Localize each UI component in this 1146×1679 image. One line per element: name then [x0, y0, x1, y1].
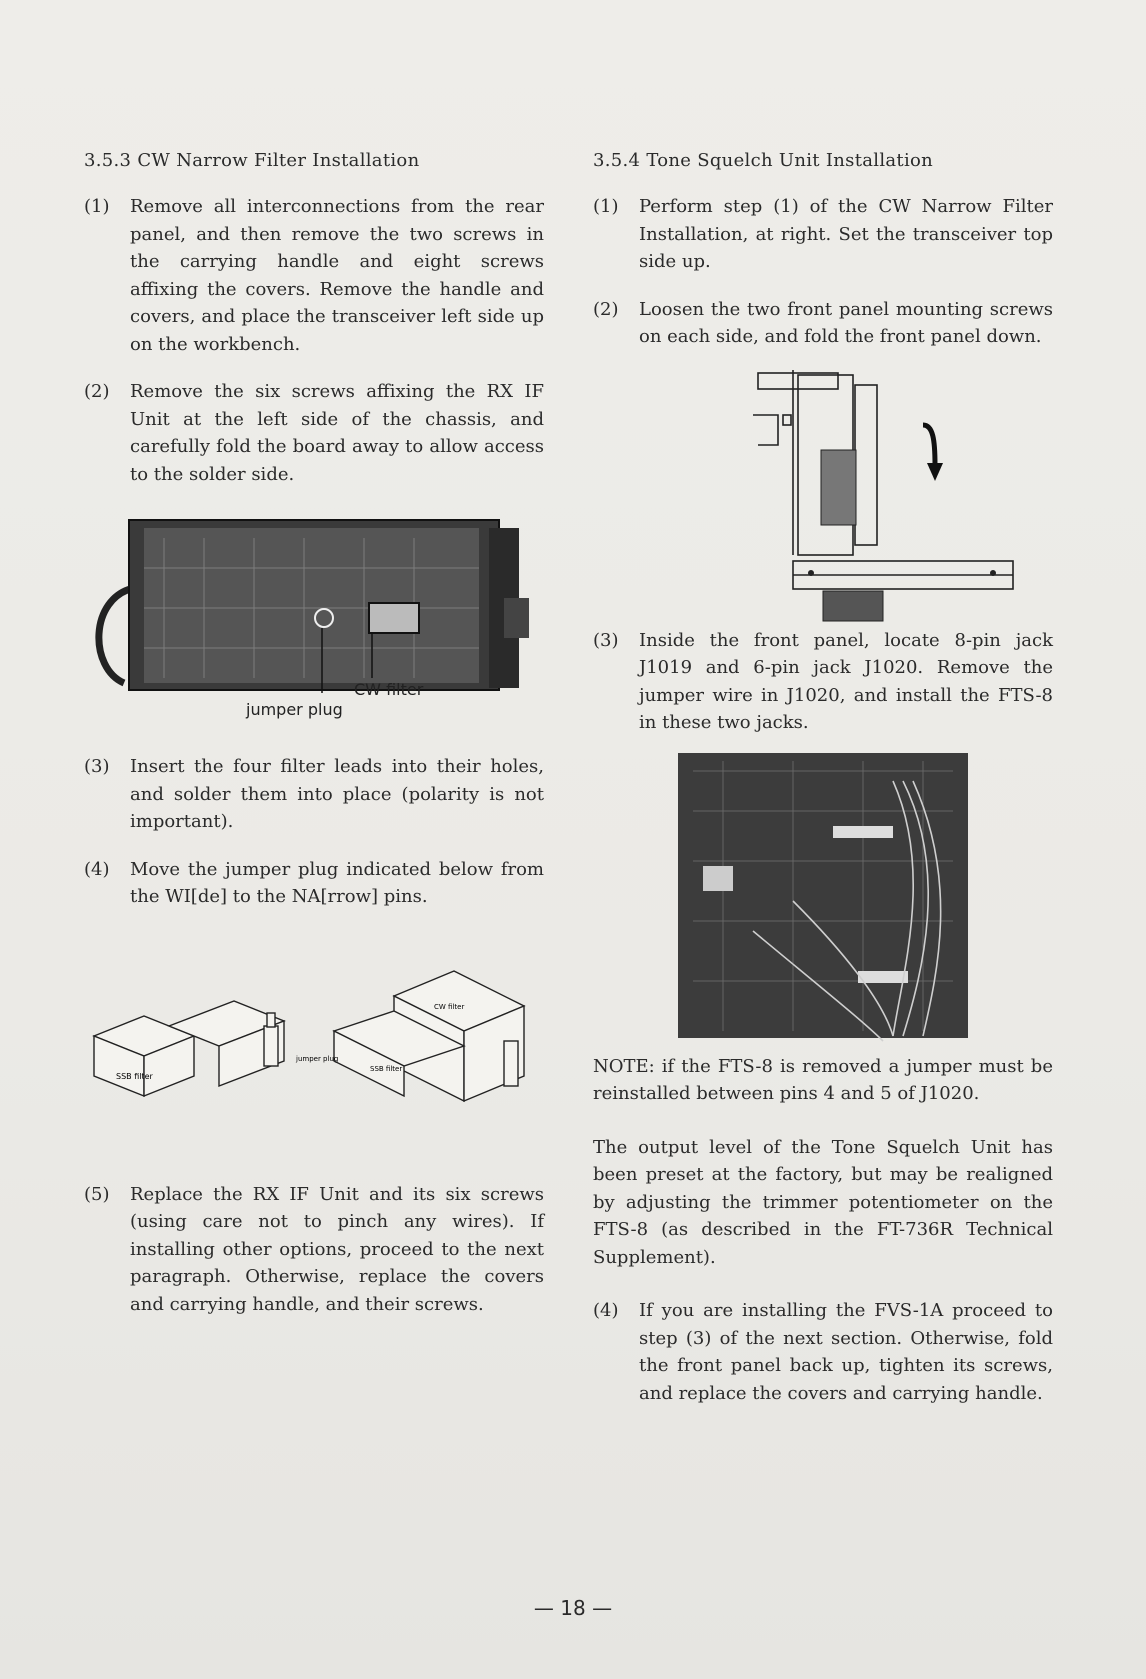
step-5 — [84, 1181, 544, 1319]
step-number: (2) — [593, 298, 619, 320]
step-text: Move the jumper plug indicated below from the WI[de] to the NA[rrow] pins. — [130, 858, 544, 907]
jumper-plug-caption: jumper plug — [246, 700, 343, 719]
front-panel-diagram-figure — [593, 365, 1053, 627]
filter-diagram-figure — [84, 931, 544, 1181]
ssb-filter-label-left: SSB filter — [116, 1071, 153, 1081]
ts-step-4 — [593, 1297, 1053, 1407]
front-panel-diagram — [593, 365, 1053, 627]
right-column — [593, 150, 1053, 1427]
ts-step-2 — [593, 296, 1053, 351]
output-level-paragraph: The output level of the Tone Squelch Unit has been preset at the factory, but may be realigned by adjusting the trimmer potentiometer on the FTS-8 (as described in the FT-736R Technical Supplement). — [593, 1136, 1053, 1268]
step-number: (1) — [593, 196, 619, 217]
section-heading-tone-squelch: 3.5.4 Tone Squelch Unit Installation — [593, 150, 934, 171]
note-jumper: NOTE: if the FTS-8 is removed a jumper must be reinstalled between pins 4 and 5 of J1020. — [593, 1055, 1053, 1104]
step-3 — [84, 753, 544, 836]
fts8-board-photo-figure — [593, 751, 1053, 1053]
filter-diagram — [84, 931, 544, 1181]
page-number: — 18 — — [533, 1596, 613, 1620]
ts-step-3 — [593, 627, 1053, 737]
step-text: Loosen the two front panel mounting screws on each side, and fold the front panel down. — [639, 298, 1053, 347]
left-column — [84, 150, 544, 1338]
step-number: (3) — [84, 756, 110, 777]
step-number: (3) — [593, 629, 619, 651]
step-text: Perform step (1) of the CW Narrow Filter Installation, at right. Set the transceiver top side up. — [639, 196, 1053, 272]
step-2 — [84, 378, 544, 488]
ts-step-1 — [593, 193, 1053, 276]
cw-filter-caption: CW filter — [354, 680, 424, 699]
step-number: (4) — [84, 858, 110, 880]
fts8-board-photo — [593, 751, 1053, 1053]
step-4 — [84, 856, 544, 911]
jumper-plug-label: jumper plug — [296, 1054, 339, 1063]
step-text: Inside the front panel, locate 8-pin jack J1019 and 6-pin jack J1020. Remove the jumper wire in J1020, and install the FTS-8 in these two jacks. — [639, 629, 1053, 733]
step-1 — [84, 193, 544, 358]
section-heading-cw-filter: 3.5.3 CW Narrow Filter Installation — [84, 150, 420, 171]
ssb-filter-label-right: SSB filter — [370, 1064, 403, 1073]
step-text: Remove the six screws affixing the RX IF Unit at the left side of the chassis, and carefully fold the board away to allow access to the solder side. — [130, 381, 544, 485]
rx-if-unit-photo-figure — [84, 508, 544, 753]
step-text: Remove all interconnections from the rear panel, and then remove the two screws in the carrying handle and eight screws affixing the covers. Remove the handle and covers, and place the transceiver left side up on the workbench. — [130, 196, 544, 355]
step-number: (2) — [84, 381, 110, 402]
step-number: (4) — [593, 1300, 619, 1321]
step-number: (1) — [84, 196, 110, 217]
step-text: If you are installing the FVS-1A proceed to step (3) of the next section. Otherwise, fold the front panel back up, tighten its screws, and replace the covers and carrying handle. — [639, 1300, 1053, 1404]
step-text: Insert the four filter leads into their holes, and solder them into place (polarity is not important). — [130, 756, 544, 832]
cw-filter-label: CW filter — [434, 1002, 465, 1011]
step-number: (5) — [84, 1183, 110, 1205]
step-text: Replace the RX IF Unit and its six screws (using care not to pinch any wires). If installing other options, proceed to the next paragraph. Otherwise, replace the covers and carrying handle, and their screws. — [130, 1183, 544, 1315]
